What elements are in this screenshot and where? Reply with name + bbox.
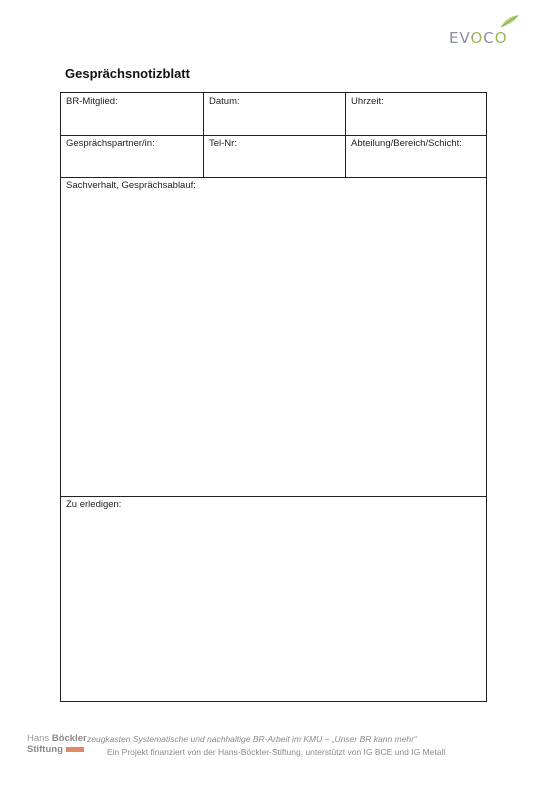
partner-field[interactable] xyxy=(61,135,204,177)
hans-boeckler-logo: Hans Böckler Stiftung xyxy=(27,733,87,755)
department-label: Abteilung/Bereich/Schicht: xyxy=(351,138,462,149)
footer-project-line: zeugkasten Systematische und nachhaltige BR-Arbeit im KMU – „Unser BR kann mehr“ xyxy=(87,734,417,744)
footer-funding-line: Ein Projekt finanziert von der Hans-Böckler-Stiftung, unterstützt von IG BCE und IG Metall xyxy=(107,747,446,757)
form-row-2 xyxy=(61,135,486,178)
notes-section[interactable] xyxy=(61,177,486,497)
partner-label: Gesprächspartner/in: xyxy=(66,138,155,149)
page-title: Gesprächsnotizblatt xyxy=(65,66,190,81)
logo-text: EVOCO xyxy=(449,29,508,47)
todo-section[interactable] xyxy=(61,496,486,701)
br-member-field[interactable] xyxy=(61,93,204,135)
phone-label: Tel-Nr: xyxy=(209,138,237,149)
note-form xyxy=(60,92,487,702)
evoco-logo xyxy=(449,13,524,49)
todo-label: Zu erledigen: xyxy=(66,499,122,510)
department-field[interactable] xyxy=(346,135,486,177)
time-field[interactable] xyxy=(346,93,486,135)
leaf-icon xyxy=(497,13,521,29)
date-label: Datum: xyxy=(209,96,240,107)
logo-bar xyxy=(66,747,84,752)
notes-label: Sachverhalt, Gesprächsablauf: xyxy=(66,180,196,191)
form-row-1 xyxy=(61,93,486,136)
date-field[interactable] xyxy=(204,93,346,135)
br-member-label: BR-Mitglied: xyxy=(66,96,118,107)
time-label: Uhrzeit: xyxy=(351,96,384,107)
phone-field[interactable] xyxy=(204,135,346,177)
